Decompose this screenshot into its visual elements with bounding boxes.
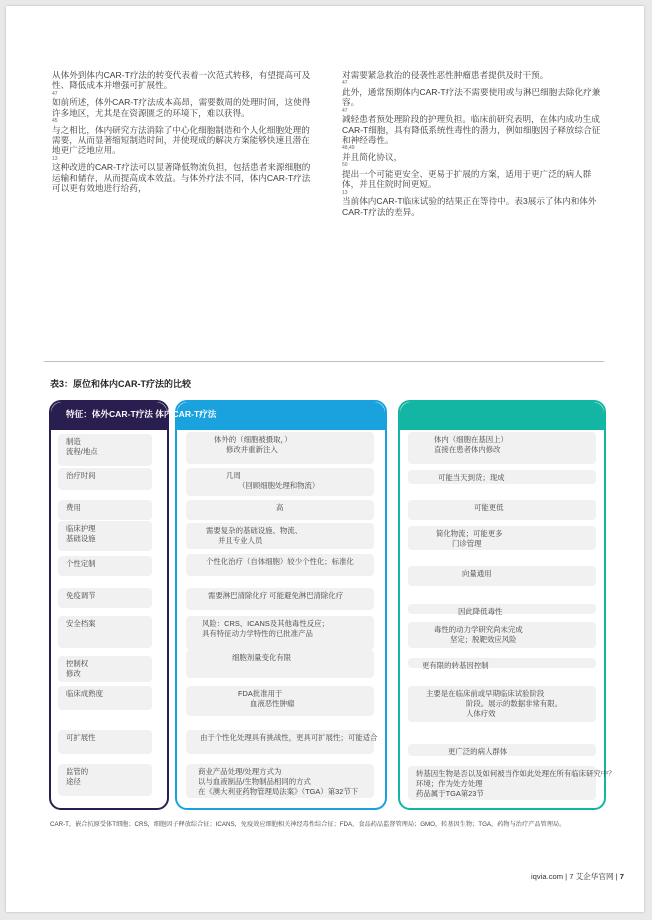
left-paragraph: 这种改进的CAR-T疗法可以显著降低物流负担，包括患者来源细胞的运输和储存，从而提高成本效益。与体外疗法不同，体内CAR-T疗法可以更有效地进行给药， xyxy=(52,162,311,194)
invivo-text-line: 环境；作为处方处理 xyxy=(416,779,483,788)
left-paragraph: 从体外到体内CAR-T疗法的转变代表着一次范式转移，有望提高可及性、降低成本并增强可扩展性。 xyxy=(52,70,311,91)
footer-separator: | xyxy=(563,872,570,881)
invivo-text-line: 坚定；脱靶效应风险 xyxy=(450,635,517,644)
invivo-cell xyxy=(408,432,596,464)
invivo-text-line: 因此降低毒性 xyxy=(458,607,503,616)
exvivo-cell xyxy=(186,500,374,520)
exvivo-cell xyxy=(186,432,374,464)
reference-superscript: 48,49 xyxy=(342,145,355,152)
invivo-cell xyxy=(408,766,616,800)
invivo-cell xyxy=(408,526,596,550)
feature-text-line: 安全档案 xyxy=(66,619,96,628)
feature-text-line: 临床护理 xyxy=(66,524,96,533)
footer-separator: | xyxy=(613,872,620,881)
page-number: 7 xyxy=(619,872,624,881)
feature-text-line: 控制权 xyxy=(66,659,89,668)
invivo-text-line: 简化物流；可能更多 xyxy=(436,529,503,538)
section-divider xyxy=(44,361,604,362)
invivo-text-line: 转基因生物是否以及如何被当作如此处理在所有临床研究中？ xyxy=(416,769,616,778)
right-paragraph: 对需要紧急救治的侵袭性恶性肿瘤患者提供及时干预。 xyxy=(342,70,549,80)
exvivo-cell xyxy=(186,616,374,650)
right-paragraph: 此外，通常预期体内CAR-T疗法不需要使用或与淋巴细胞去除化疗兼容。 xyxy=(342,86,601,108)
exvivo-cell xyxy=(186,468,374,496)
reference-superscript: 13 xyxy=(52,155,58,162)
exvivo-text-line: 风险：CRS、ICANS及其他毒性反应； xyxy=(202,619,329,628)
exvivo-text-line: 并且专业人员 xyxy=(218,536,263,545)
invivo-cell xyxy=(408,686,596,722)
invivo-text-line: 体内（细胞在基因上） xyxy=(434,435,508,444)
invivo-text-line: 毒性的动力学研究尚未完成 xyxy=(434,625,523,634)
feature-text-line: 治疗时间 xyxy=(66,471,96,480)
invivo-cell xyxy=(408,566,596,586)
exvivo-text-line: 需要淋巴清除化疗 可能避免淋巴清除化疗 xyxy=(208,591,344,600)
exvivo-cell xyxy=(186,764,374,798)
reference-superscript: 47 xyxy=(342,80,348,87)
invivo-text-line: 更广泛的病人群体 xyxy=(448,747,508,756)
exvivo-cell xyxy=(186,523,374,549)
invivo-text-line: 人体疗效 xyxy=(466,709,496,718)
exvivo-text-line: 体外的（细胞被摄取，） xyxy=(214,435,292,444)
feature-text-line: 费用 xyxy=(66,503,81,512)
exvivo-text-line: 商业产品处理/处理方式为 xyxy=(198,767,282,776)
feature-cell xyxy=(58,434,152,466)
left-paragraph: 如前所述，体外CAR-T疗法成本高昂，需要数周的处理时间，这使得许多地区，尤其是在资源匮乏的环境下，难以获得。 xyxy=(52,97,311,118)
reference-superscript: 13 xyxy=(342,189,348,196)
feature-text-line: 制造 xyxy=(66,437,81,446)
invivo-text-line: 阶段。展示的数据非常有限。 xyxy=(466,699,563,708)
exvivo-text-line: 高 xyxy=(276,503,284,512)
left-paragraph: 与之相比，体内研究方法消除了中心化细胞制造和个人化细胞处理的需要，从而显著缩短制造时间，并使现成的解决方案能够快速且潜在地更广泛地应用。 xyxy=(52,124,310,156)
right-paragraph: 减轻患者预处理阶段的护理负担。临床前研究表明，在体内成功生成CAR-T细胞，具有降低系统性毒性的潜力，例如细胞因子释放综合征和神经毒性。 xyxy=(342,114,601,146)
right-text-column xyxy=(342,70,606,218)
exvivo-text-line: 以与血液制品/生物制品相同的方式 xyxy=(198,777,311,786)
exvivo-text-line: 几周 xyxy=(226,471,241,480)
feature-text-line: 临床成熟度 xyxy=(66,689,103,698)
invivo-cell xyxy=(408,470,596,484)
exvivo-text-line: 需要复杂的基础设施、物流、 xyxy=(206,526,303,535)
feature-cell xyxy=(58,686,152,710)
right-paragraph: 并且简化协议， xyxy=(342,151,403,162)
feature-cell xyxy=(58,468,152,490)
table-footnote: CAR-T，嵌合抗原受体T细胞；CRS，细胞因子释放综合征；ICANS，免疫效应细胞相关神经毒性综合征；FDA，食品药品监督管理局；GMO，转基因生物；TGA，药物与治疗产品管理局。 xyxy=(50,821,566,828)
invivo-cell xyxy=(408,604,596,614)
footer-brand: 7 艾企华官网 xyxy=(569,872,614,881)
feature-cell xyxy=(58,764,152,796)
feature-cell xyxy=(58,556,152,576)
exvivo-text-line: （回顾细胞处理和物流） xyxy=(238,481,320,490)
exvivo-text-line: 具有特征动力学特性的已批准产品 xyxy=(202,629,313,638)
reference-superscript: 47 xyxy=(342,107,348,114)
feature-text-line: 基础设施 xyxy=(66,534,96,543)
invivo-text-line: 可能当天到货；现成 xyxy=(438,473,505,482)
feature-text-line: 可扩展性 xyxy=(66,733,96,742)
right-paragraph: 提出一个可能更安全、更易于扩展的方案，适用于更广泛的病人群体，并且住院时间更短。 xyxy=(342,168,592,190)
invivo-text-line: 可能更低 xyxy=(474,503,504,512)
feature-cell xyxy=(58,616,152,648)
feature-cell xyxy=(58,730,152,754)
exvivo-text-line: 修改并重新注入 xyxy=(226,445,278,454)
feature-text-line: 修改 xyxy=(66,669,81,678)
invivo-text-line: 直接在患者体内修改 xyxy=(434,445,501,454)
invivo-text-line: 向量通用 xyxy=(462,569,492,578)
footer-site: iqvia.com xyxy=(530,872,564,881)
feature-text-line: 免疫调节 xyxy=(66,591,96,600)
invivo-text-line: 更有限的转基因控制 xyxy=(422,661,489,670)
feature-text-line: 个性定制 xyxy=(66,559,96,568)
feature-text-line: 途径 xyxy=(66,777,81,786)
exvivo-cell xyxy=(186,650,374,678)
exvivo-cell xyxy=(186,588,374,610)
reference-superscript: 47 xyxy=(52,90,58,97)
invivo-cell xyxy=(408,744,596,756)
feature-cell xyxy=(58,588,152,608)
exvivo-text-line: 在《澳大利亚药物管理局法案》（TGA）第32节下 xyxy=(198,787,359,796)
feature-text-line: 监管的 xyxy=(66,767,89,776)
feature-cell xyxy=(58,656,152,682)
invivo-text-line: 主要是在临床前或早期临床试验阶段 xyxy=(426,689,545,698)
feature-cell xyxy=(58,500,152,520)
exvivo-text-line: 个性化治疗（自体细胞）较少个性化；标准化 xyxy=(206,557,354,566)
exvivo-cell xyxy=(186,686,374,716)
invivo-cell xyxy=(408,622,596,648)
right-paragraph: 当前体内CAR-T临床试验的结果正在等待中。表3展示了体内和体外CAR-T疗法的差异。 xyxy=(342,196,597,217)
page-footer xyxy=(531,871,624,882)
reference-superscript: 45 xyxy=(52,118,58,125)
invivo-text-line: 门诊管理 xyxy=(452,539,482,548)
table-title: 表3：原位和体内CAR-T疗法的比较 xyxy=(50,379,191,389)
exvivo-cell xyxy=(186,730,378,754)
table-header: 特征：体外CAR-T疗法 体内CAR-T疗法 xyxy=(66,409,217,419)
exvivo-cell xyxy=(186,554,374,576)
feature-text-line: 流程/地点 xyxy=(66,447,98,456)
invivo-cell xyxy=(408,500,596,520)
exvivo-text-line: 由于个性化处理具有挑战性，更具可扩展性；可能适合 xyxy=(200,733,378,742)
left-text-column xyxy=(52,70,314,195)
feature-cell xyxy=(58,521,152,551)
exvivo-text-line: 细胞剂量变化有限 xyxy=(232,653,292,662)
invivo-cell xyxy=(408,658,596,668)
reference-superscript: 50 xyxy=(342,162,348,169)
exvivo-text-line: 血液恶性肿瘤 xyxy=(250,699,295,708)
invivo-text-line: 药品属于TGA第23节 xyxy=(416,789,484,798)
exvivo-text-line: FDA批准用于 xyxy=(238,689,283,698)
